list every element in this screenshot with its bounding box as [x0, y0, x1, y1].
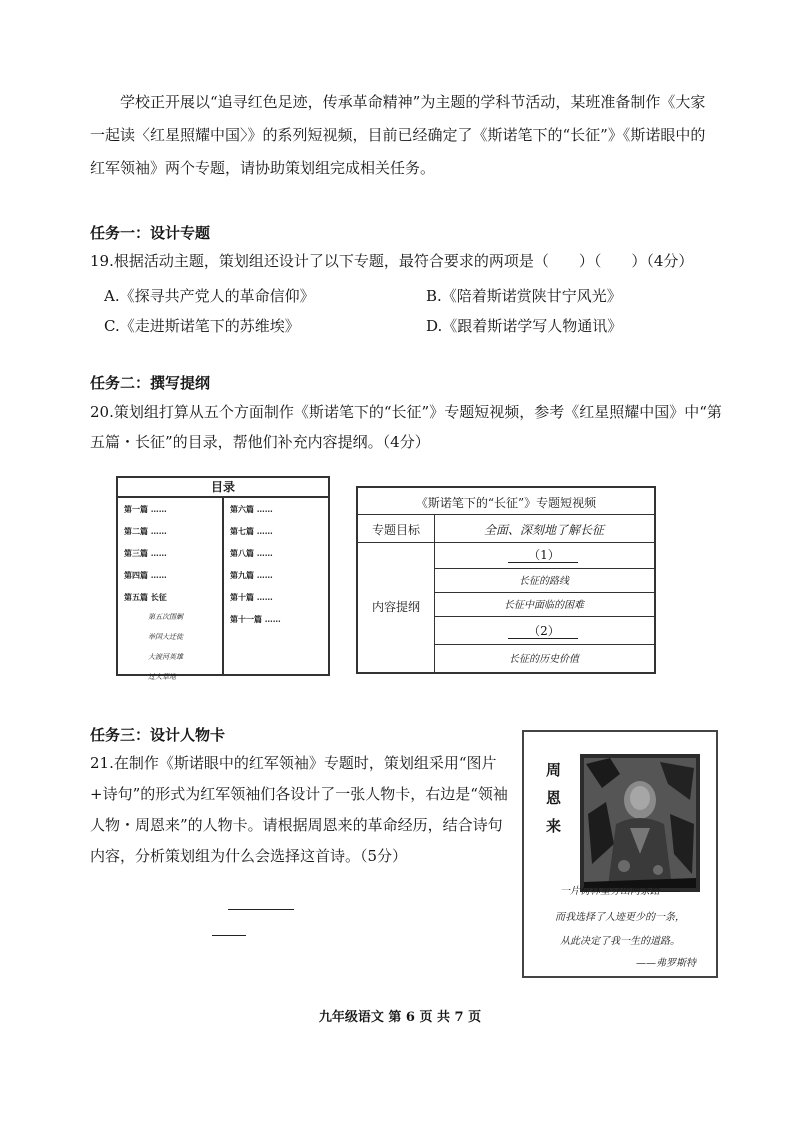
toc-subitem: 举国大迁徙	[148, 633, 183, 641]
outline-blank-2: （2）	[528, 624, 560, 638]
toc-subitem: 第五次围剿	[148, 613, 183, 621]
toc-item: 第五篇 长征	[124, 592, 167, 602]
video-table-title: 《斯诺笔下的“长征”》专题短视频	[415, 496, 597, 510]
table-of-contents	[116, 476, 330, 681]
person-card	[522, 730, 718, 978]
toc-title: 目录	[118, 478, 328, 498]
goal-label: 专题目标	[371, 523, 420, 537]
poem-line: 一片树林里分出两条路——	[560, 886, 680, 897]
toc-item: 第一篇 ……	[124, 504, 167, 514]
outline-item: 长征的历史价值	[509, 654, 579, 665]
question-19: 19.根据活动主题，策划组还设计了以下专题，最符合要求的两项是（ ）（ ）（4分）	[90, 252, 694, 270]
card-person-name: 周恩来	[546, 761, 562, 835]
toc-item: 第四篇 ……	[124, 570, 167, 580]
portrait-image	[580, 754, 700, 892]
poem-line: 而我选择了人迹更少的一条，	[555, 912, 685, 923]
option-a: A.《探寻共产党人的革命信仰》	[104, 287, 315, 305]
toc-left-column	[118, 498, 224, 681]
outline-item: 长征中面临的困难	[504, 600, 584, 611]
toc-item: 第三篇 ……	[124, 548, 167, 558]
intro-paragraph: 学校正开展以“追寻红色足迹，传承革命精神”为主题的学科节活动，某班准备制作《大家一起读〈红星照耀中国〉》的系列短视频，目前已经确定了《斯诺笔下的“长征”》《斯诺眼中的红军领袖》两个专题，请协助策划组完成相关任务。	[90, 93, 706, 177]
question-20: 20.策划组打算从五个方面制作《斯诺笔下的“长征”》专题短视频，参考《红星照耀中国》中“第五篇・长征”的目录，帮他们补充内容提纲。（4分）	[90, 403, 722, 451]
task3-heading: 任务三：设计人物卡	[90, 726, 226, 744]
toc-item: 第八篇 ……	[230, 548, 273, 558]
task2-heading: 任务二：撰写提纲	[90, 374, 211, 392]
toc-item: 第二篇 ……	[124, 526, 167, 536]
toc-item: 第六篇 ……	[230, 504, 273, 514]
option-c: C.《走进斯诺笔下的苏维埃》	[104, 317, 300, 335]
poem-author: ——弗罗斯特	[636, 958, 696, 969]
toc-item: 第十一篇 ……	[230, 614, 281, 624]
goal-value: 全面、深刻地了解长征	[483, 523, 604, 537]
option-d: D.《跟着斯诺学写人物通讯》	[426, 317, 623, 335]
poem-line: 从此决定了我一生的道路。	[560, 936, 680, 947]
toc-right-column	[224, 498, 328, 674]
video-outline-table	[356, 486, 656, 674]
outline-item: 长征的路线	[519, 576, 569, 587]
outline-blank-1: （1）	[528, 548, 560, 562]
task1-heading: 任务一：设计专题	[90, 224, 211, 242]
toc-subitem: 过大草地	[148, 673, 176, 681]
option-b: B.《陪着斯诺赏陕甘宁风光》	[426, 287, 622, 305]
outline-label: 内容提纲	[371, 600, 420, 614]
toc-item: 第九篇 ……	[230, 570, 273, 580]
page-footer: 九年级语文 第 6 页 共 7 页	[318, 1010, 482, 1025]
toc-item: 第十篇 ……	[230, 592, 273, 602]
toc-item: 第七篇 ……	[230, 526, 273, 536]
toc-subitem: 大渡河英雄	[148, 653, 183, 661]
question-21: 21.在制作《斯诺眼中的红军领袖》专题时，策划组采用“图片+诗句”的形式为红军领袖们各设计了一张人物卡，右边是“领袖人物・周恩来”的人物卡。请根据周恩来的革命经历，结合诗句内容，分析策划组为什么会选择这首诗。（5分）	[90, 754, 508, 865]
